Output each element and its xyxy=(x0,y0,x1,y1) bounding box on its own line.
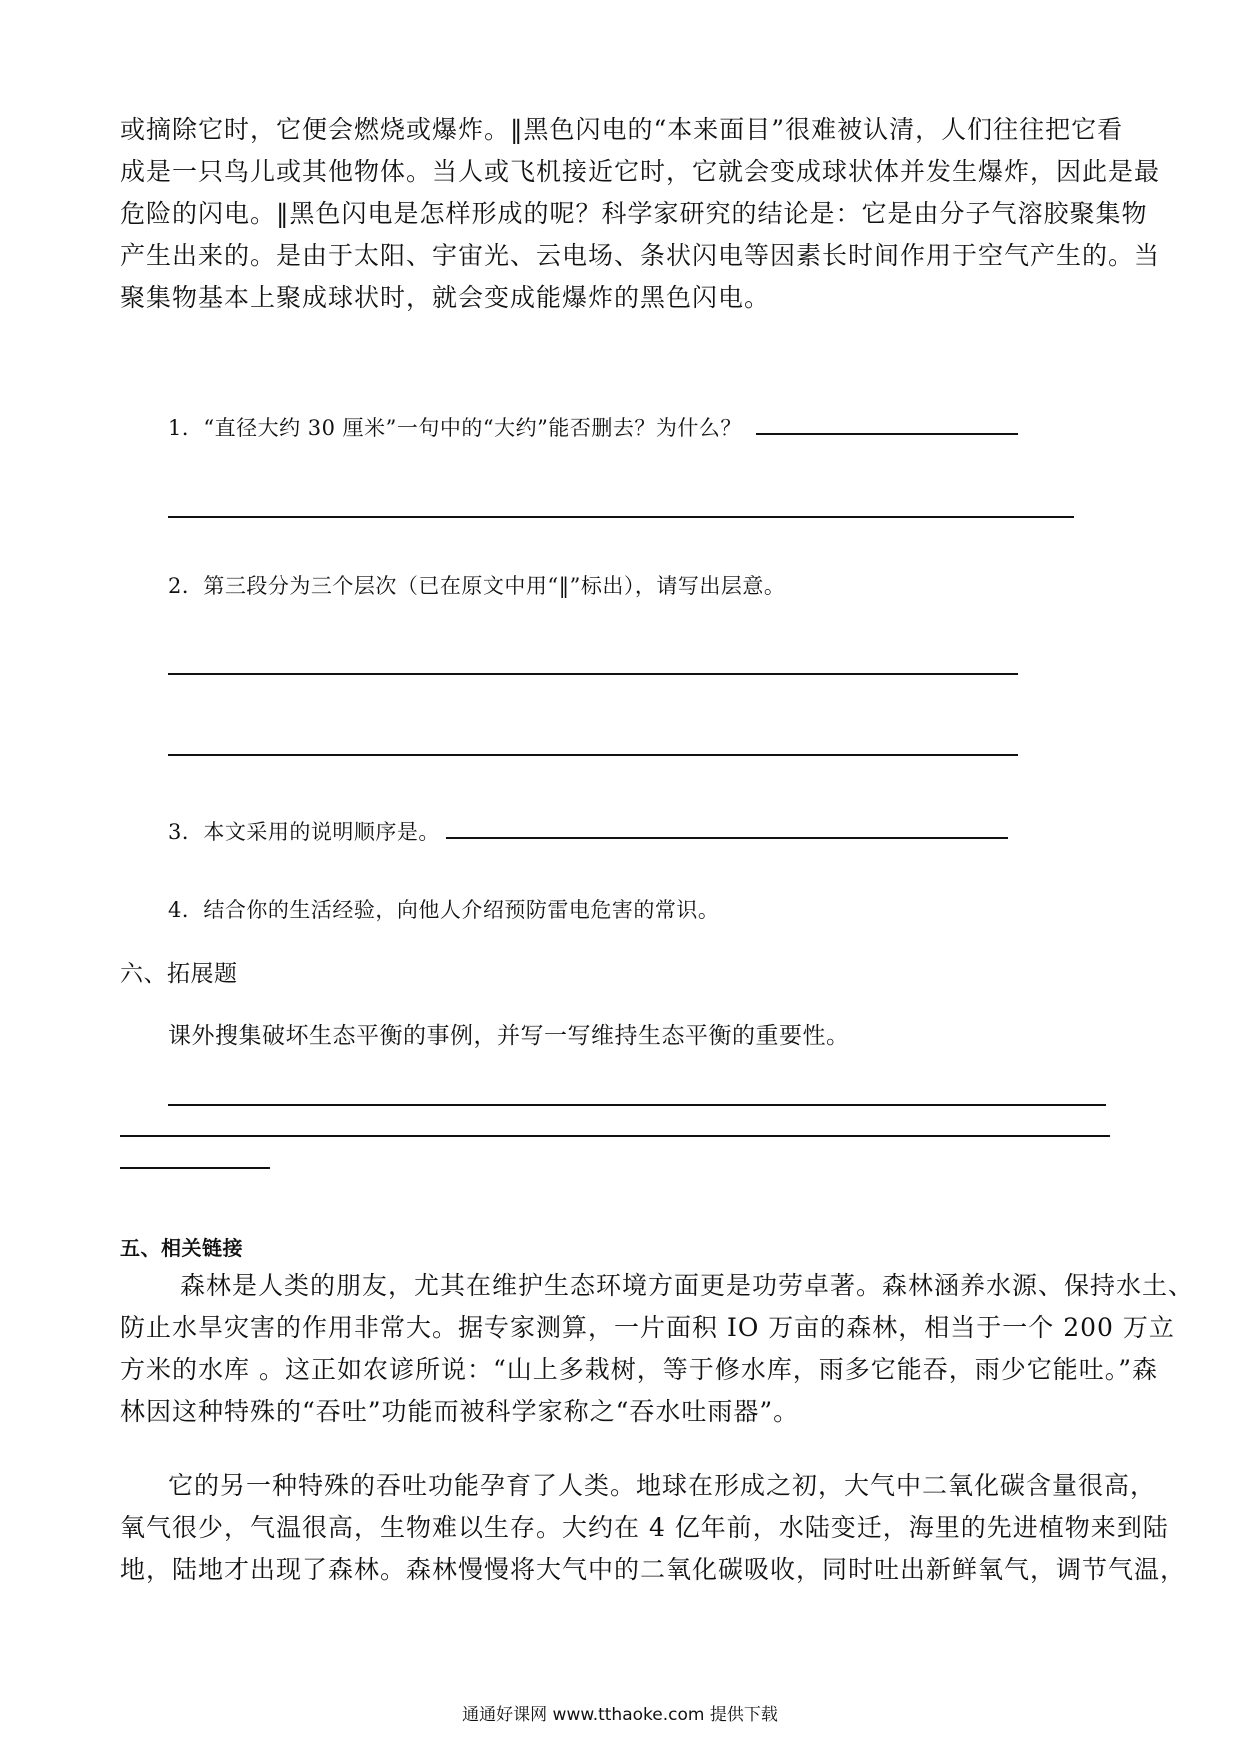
answer-blank xyxy=(756,415,1018,435)
section-5-line: 氧气很少，气温很高，生物难以生存。大约在 4 亿年前，水陆变迁，海里的先进植物来到陆 xyxy=(120,1513,1169,1542)
passage-line: 或摘除它时，它便会燃烧或爆炸。‖黑色闪电的“本来面目”很难被认清，人们往往把它看 xyxy=(120,115,1124,144)
section-5-heading: 五、相关链接 xyxy=(120,1236,243,1260)
passage-line: 产生出来的。是由于太阳、宇宙光、云电场、条状闪电等因素长时间作用于空气产生的。当 xyxy=(120,241,1161,270)
section-5-line: 地，陆地才出现了森林。森林慢慢将大气中的二氧化碳吸收，同时吐出新鲜氧气，调节气温， xyxy=(120,1555,1187,1584)
passage-line: 危险的闪电。‖黑色闪电是怎样形成的呢？科学家研究的结论是：它是由分子气溶胶聚集物 xyxy=(120,199,1148,228)
section-5-line: 方米的水库 。这正如农谚所说：“山上多栽树，等于修水库，雨多它能吞，雨少它能吐。”森 xyxy=(120,1355,1159,1384)
section-5-line: 它的另一种特殊的吞吐功能孕育了人类。地球在形成之初，大气中二氧化碳含量很高， xyxy=(168,1471,1157,1500)
answer-line xyxy=(168,516,1074,518)
answer-line xyxy=(120,1135,1110,1137)
answer-line xyxy=(168,673,1018,675)
answer-line xyxy=(168,1104,1106,1106)
question-4: 4．结合你的生活经验，向他人介绍预防雷电危害的常识。 xyxy=(168,898,720,922)
passage-line: 成是一只鸟儿或其他物体。当人或飞机接近它时，它就会变成球状体并发生爆炸，因此是最 xyxy=(120,157,1161,186)
section-5-line: 森林是人类的朋友，尤其在维护生态环境方面更是功劳卓著。森林涵养水源、保持水土、 xyxy=(180,1271,1195,1300)
answer-blank xyxy=(446,819,1008,839)
section-6-heading: 六、拓展题 xyxy=(120,961,238,987)
passage-line: 聚集物基本上聚成球状时，就会变成能爆炸的黑色闪电。 xyxy=(120,283,771,312)
section-5-line: 防止水旱灾害的作用非常大。据专家测算，一片面积 IO 万亩的森林，相当于一个 200 万立 xyxy=(120,1313,1175,1342)
section-5-line: 林因这种特殊的“吞吐”功能而被科学家称之“吞水吐雨器”。 xyxy=(120,1397,800,1426)
question-1-text: 1．“直径大约 30 厘米”一句中的“大约”能否删去？为什么？ xyxy=(168,416,742,440)
question-3-text: 3．本文采用的说明顺序是。 xyxy=(168,820,440,844)
page-footer: 通通好课网 www.tthaoke.com 提供下载 xyxy=(462,1705,778,1725)
answer-line xyxy=(120,1167,270,1169)
question-2: 2．第三段分为三个层次（已在原文中用“‖”标出），请写出层意。 xyxy=(168,574,786,598)
section-6-prompt: 课外搜集破坏生态平衡的事例，并写一写维持生态平衡的重要性。 xyxy=(168,1023,850,1049)
question-3 xyxy=(168,814,1008,850)
answer-line xyxy=(168,754,1018,756)
question-1 xyxy=(168,410,1018,446)
